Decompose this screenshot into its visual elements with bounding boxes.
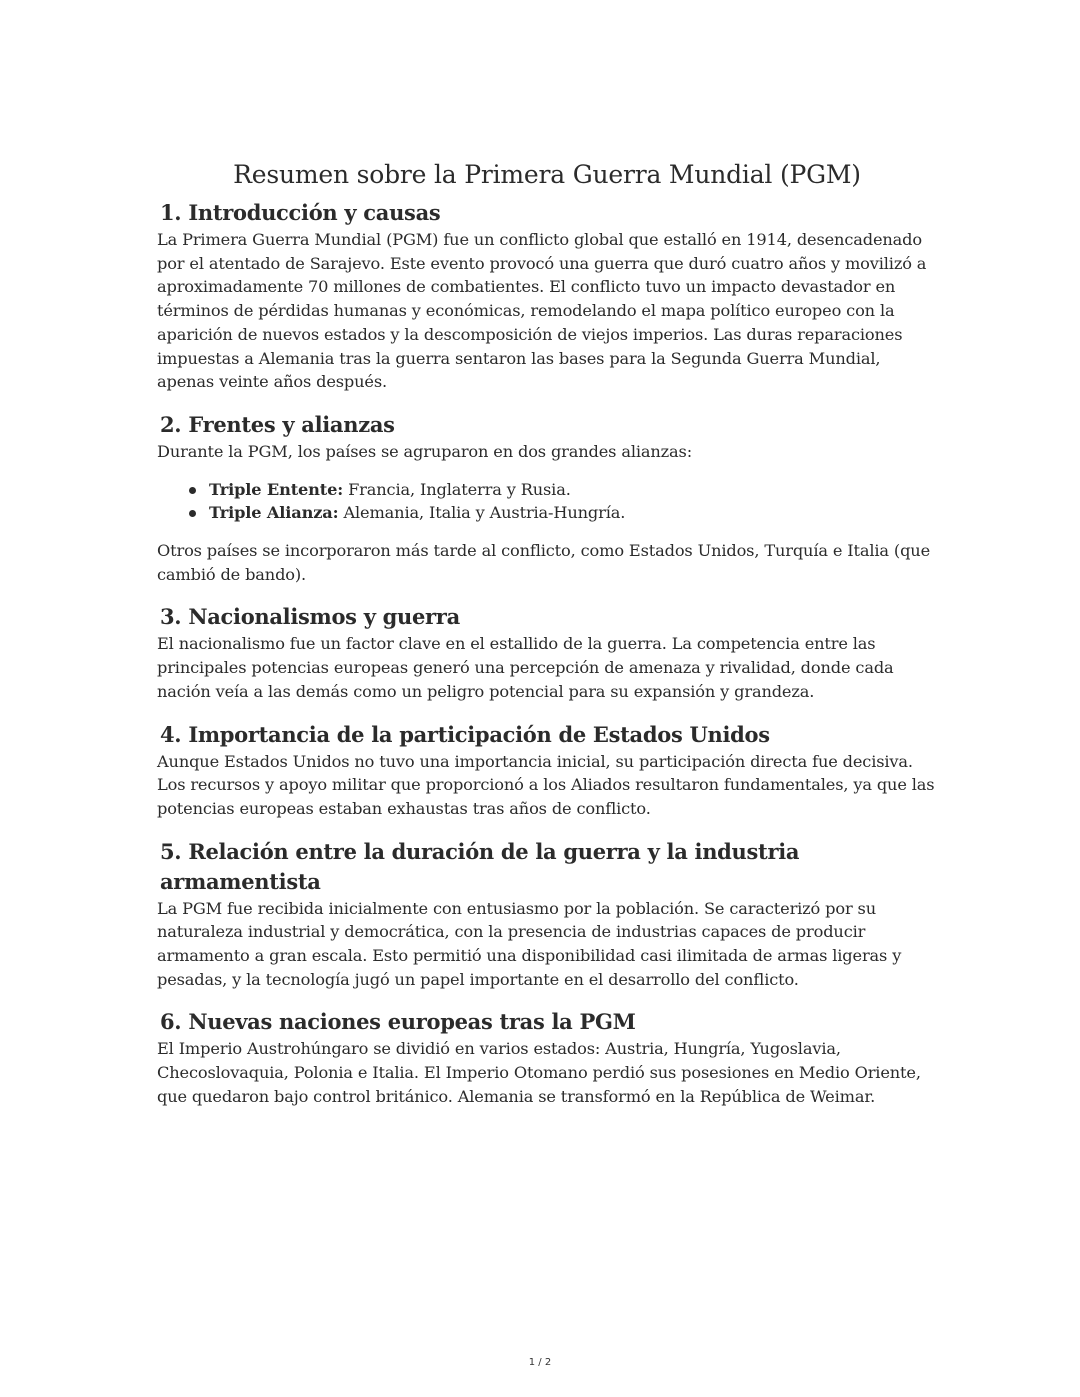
section-heading: 5. Relación entre la duración de la guerra y la industria armamentista — [160, 838, 800, 894]
section-nuevas-naciones — [157, 1007, 937, 1108]
document-title: Resumen sobre la Primera Guerra Mundial (PGM) — [233, 160, 861, 189]
section-estados-unidos — [157, 720, 937, 821]
section-industria-armamentista — [157, 837, 937, 992]
document-page — [157, 158, 937, 1109]
section-heading: 3. Nacionalismos y guerra — [160, 604, 460, 630]
section-paragraph: El Imperio Austrohúngaro se dividió en varios estados: Austria, Hungría, Yugoslavia, Checoslovaquia, Polonia e Italia. El Imperio Otomano perdió sus posesiones en Medio Oriente, que quedaron bajo control británico. Alemania se transformó en la República de Weimar. — [157, 1039, 921, 1106]
list-item-term: Triple Alianza: — [209, 503, 339, 523]
list-item-term: Triple Entente: — [209, 479, 344, 499]
list-item-text: Alemania, Italia y Austria-Hungría. — [338, 503, 626, 523]
section-nacionalismos — [157, 602, 937, 703]
section-introduccion — [157, 198, 937, 394]
page-number: 1 / 2 — [528, 1357, 552, 1368]
section-heading: 1. Introducción y causas — [160, 200, 441, 225]
section-paragraph: Otros países se incorporaron más tarde al conflicto, como Estados Unidos, Turquía e Italia (que cambió de bando). — [157, 541, 931, 584]
list-item — [209, 478, 937, 502]
list-item-text: Francia, Inglaterra y Rusia. — [343, 479, 571, 499]
section-heading: 6. Nuevas naciones europeas tras la PGM — [160, 1009, 636, 1035]
section-heading: 2. Frentes y alianzas — [160, 411, 395, 437]
section-heading: 4. Importancia de la participación de Estados Unidos — [160, 721, 770, 747]
section-paragraph: El nacionalismo fue un factor clave en el estallido de la guerra. La competencia entre las principales potencias europeas generó una percepción de amenaza y rivalidad, donde cada nación veía a las demás como un peligro potencial para su expansión y grandeza. — [157, 634, 894, 701]
alliances-list — [157, 478, 937, 525]
section-paragraph: Durante la PGM, los países se agruparon en dos grandes alianzas: — [157, 441, 692, 461]
section-paragraph: La Primera Guerra Mundial (PGM) fue un conflicto global que estalló en 1914, desencadenado por el atentado de Sarajevo. Este evento provocó una guerra que duró cuatro años y movilizó a aproximadamente 70 millones de combatientes. El conflicto tuvo un impacto devastador en términos de pérdidas humanas y económicas, remodelando el mapa político europeo con la aparición de nuevos estados y la descomposición de viejos imperios. Las duras reparaciones impuestas a Alemania tras la guerra sentaron las bases para la Segunda Guerra Mundial, apenas veinte años después. — [157, 230, 927, 392]
section-frentes-alianzas — [157, 410, 937, 587]
section-paragraph: La PGM fue recibida inicialmente con entusiasmo por la población. Se caracterizó por su naturaleza industrial y democrática, con la presencia de industrias capaces de producir armamento a gran escala. Esto permitió una disponibilidad casi ilimitada de armas ligeras y pesadas, y la tecnología jugó un papel importante en el desarrollo del conflicto. — [157, 898, 902, 989]
list-item — [209, 501, 937, 525]
section-paragraph: Aunque Estados Unidos no tuvo una importancia inicial, su participación directa fue decisiva. Los recursos y apoyo militar que proporcionó a los Aliados resultaron fundamentales, ya que las potencias europeas estaban exhaustas tras años de conflicto. — [157, 751, 935, 818]
